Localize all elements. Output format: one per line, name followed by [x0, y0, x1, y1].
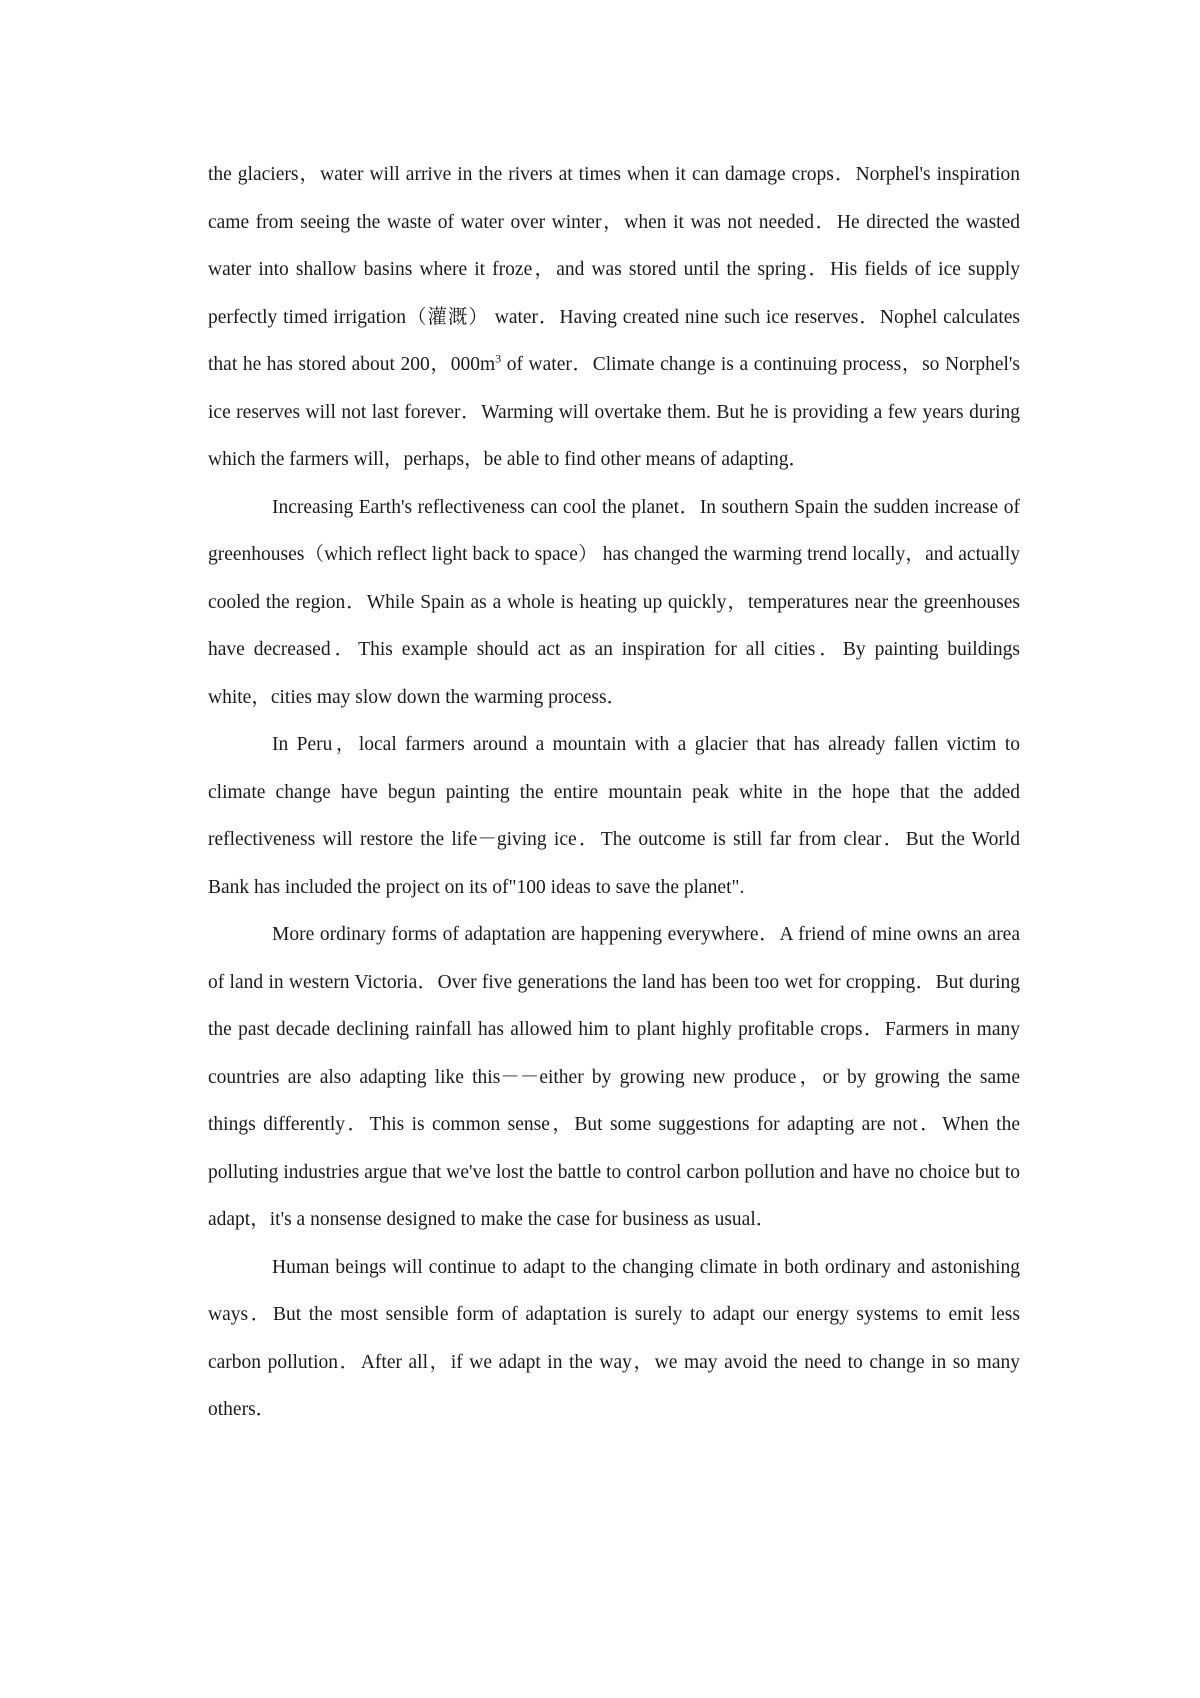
paragraph-text: In Peru，local farmers around a mountain with a glacier that has already fallen victim to climate change have begun painting the entire mountain peak white in the hope that the added reflectiveness will restore the life－giving ice．The outcome is still far from clear．But the World Bank has included the project on its of"100 ideas to save the planet".	[208, 734, 1020, 898]
paragraph-text: Human beings will continue to adapt to the changing climate in both ordinary and astonishing ways．But the most sensible form of adaptation is surely to adapt our energy systems to emit less carbon pollution．After all，if we adapt in the way，we may avoid the need to change in so many others．	[208, 1256, 1020, 1420]
paragraph-text: the glaciers，water will arrive in the rivers at times when it can damage crops．Norphel's inspiration came from seeing the waste of water over winter，when it was not needed．He directed the wasted water into shallow basins where it froze，and was stored until the spring．His fields of ice supply perfectly timed irrigation（灌溉） water．Having created nine such ice reserves．Nophel calculates that he has stored about 200，000m	[208, 164, 1020, 375]
paragraph-glacier-ice-reserves	[208, 151, 1020, 484]
paragraph-conclusion	[208, 1244, 1020, 1434]
paragraph-text: of water．Climate change is a continuing process，so Norphel's ice reserves will not last forever．Warming will overtake them. But he is providing a few years during which the farmers will，perhaps，be able to find other means of adapting．	[208, 354, 1021, 470]
paragraph-text: More ordinary forms of adaptation are happening everywhere．A friend of mine owns an area of land in western Victoria．Over five generations the land has been too wet for cropping．But during the past decade declining rainfall has allowed him to plant highly profitable crops．Farmers in many countries are also adapting like this－－either by growing new produce，or by growing the same things differently．This is common sense，But some suggestions for adapting are not．When the polluting industries argue that we've lost the battle to control carbon pollution and have no choice but to adapt，it's a nonsense designed to make the case for business as usual．	[208, 924, 1020, 1230]
paragraph-ordinary-adaptation	[208, 911, 1020, 1244]
paragraph-text: Increasing Earth's reflectiveness can cool the planet．In southern Spain the sudden increase of greenhouses（which reflect light back to space） has changed the warming trend locally，and actually cooled the region．While Spain as a whole is heating up quickly，temperatures near the greenhouses have decreased．This example should act as an inspiration for all cities．By painting buildings white，cities may slow down the warming process．	[208, 496, 1020, 708]
superscript-cubic: 3	[495, 351, 502, 366]
article-body	[208, 151, 1020, 1434]
paragraph-reflectiveness-spain	[208, 484, 1020, 722]
paragraph-peru-mountain	[208, 721, 1020, 911]
